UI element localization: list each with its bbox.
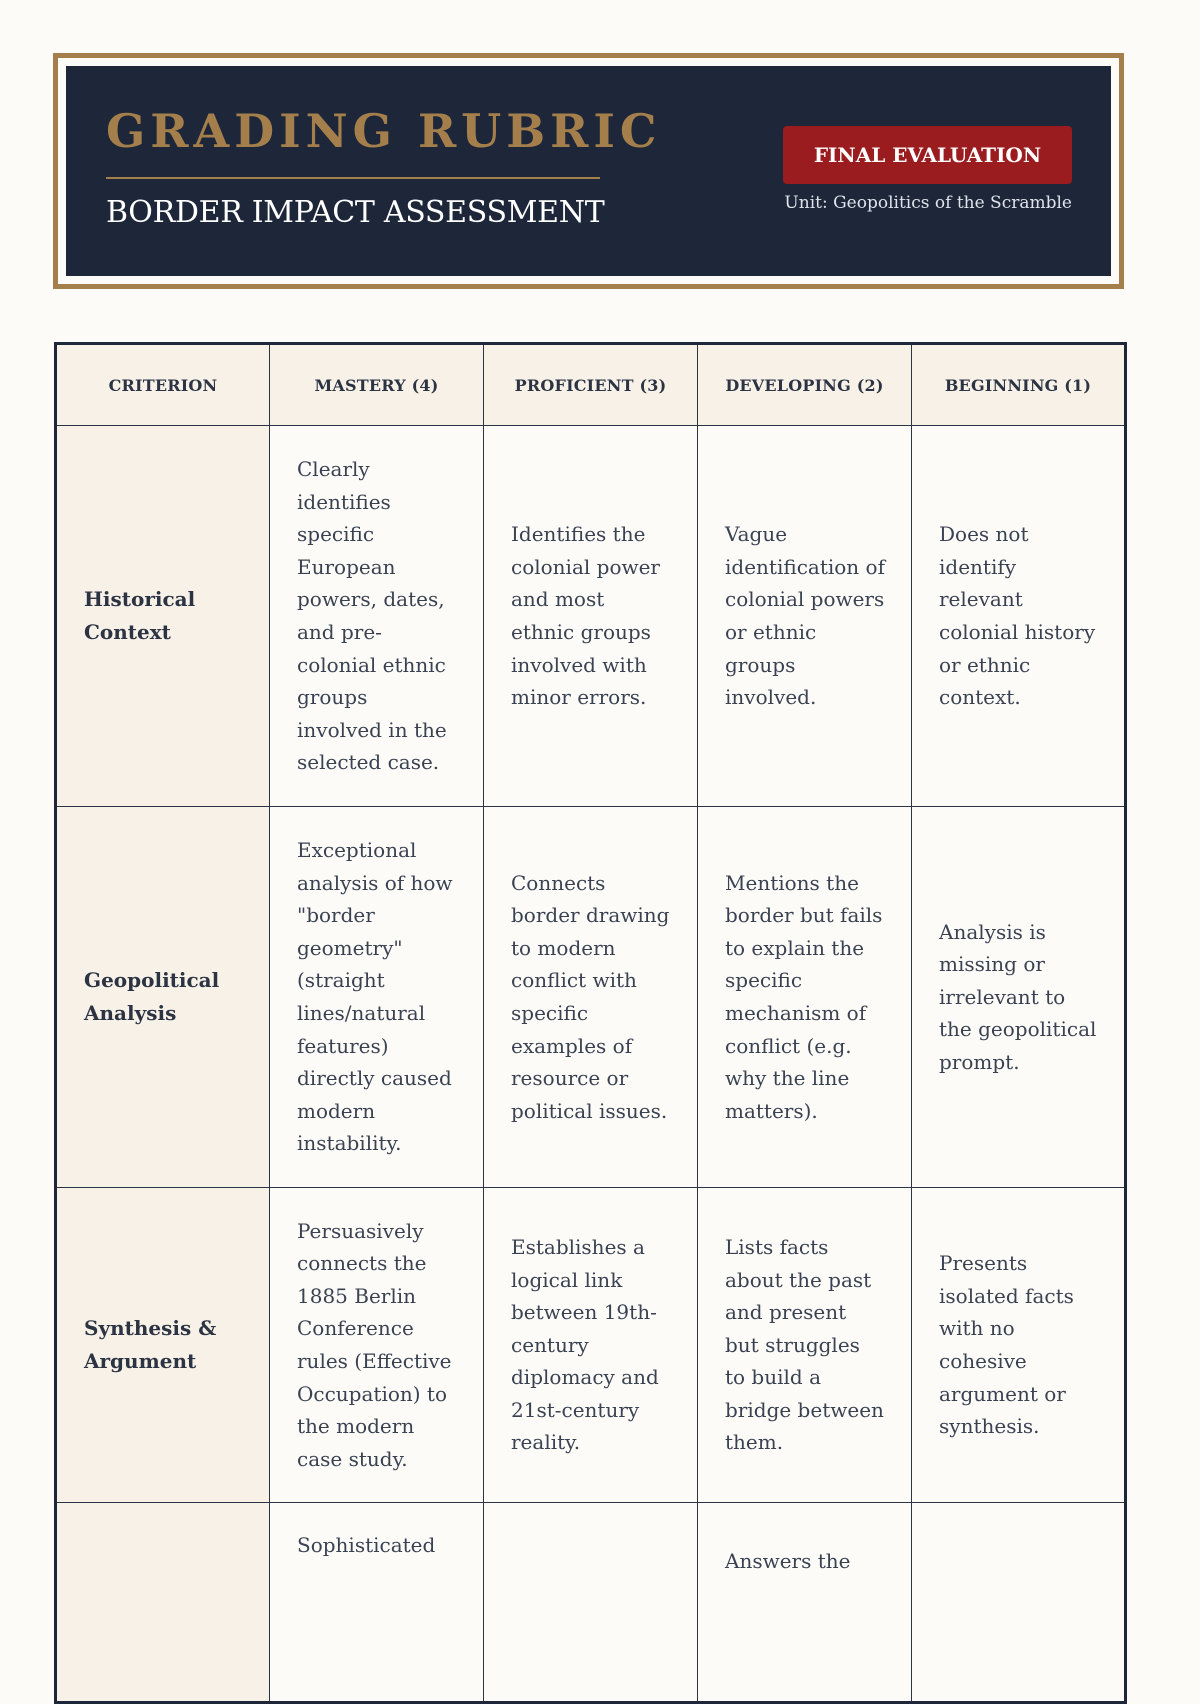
page-title: GRADING RUBRIC [106, 104, 662, 158]
title-divider [106, 177, 600, 179]
table-row [56, 1503, 1126, 1703]
rubric-table [54, 342, 1127, 1704]
table-row [56, 426, 1126, 807]
mastery-cell: Sophisticated [270, 1503, 484, 1703]
proficient-cell: Establishes a logical link between 19th-century diplomacy and 21st-century reality. [484, 1188, 698, 1503]
proficient-cell [484, 1503, 698, 1703]
column-header-developing: DEVELOPING (2) [698, 344, 912, 426]
criterion-cell: Historical Context [56, 426, 270, 807]
table-row [56, 1188, 1126, 1503]
mastery-cell: Clearly identifies specific European powers, dates, and pre-colonial ethnic groups involved in the selected case. [270, 426, 484, 807]
table-row [56, 807, 1126, 1188]
developing-cell: Answers the [698, 1503, 912, 1703]
criterion-cell: Geopolitical Analysis [56, 807, 270, 1188]
unit-label: Unit: Geopolitics of the Scramble [784, 193, 1072, 213]
header-frame [53, 53, 1124, 289]
header-panel [66, 66, 1111, 276]
criterion-cell: Synthesis & Argument [56, 1188, 270, 1503]
beginning-cell: Analysis is missing or irrelevant to the geopolitical prompt. [912, 807, 1126, 1188]
mastery-cell: Exceptional analysis of how "border geometry" (straight lines/natural features) directly caused modern instability. [270, 807, 484, 1188]
column-header-mastery: MASTERY (4) [270, 344, 484, 426]
beginning-cell: Presents isolated facts with no cohesive argument or synthesis. [912, 1188, 1126, 1503]
criterion-cell [56, 1503, 270, 1703]
column-header-proficient: PROFICIENT (3) [484, 344, 698, 426]
mastery-cell: Persuasively connects the 1885 Berlin Conference rules (Effective Occupation) to the modern case study. [270, 1188, 484, 1503]
column-header-criterion: CRITERION [56, 344, 270, 426]
final-evaluation-badge: FINAL EVALUATION [783, 126, 1072, 184]
beginning-cell: Does not identify relevant colonial history or ethnic context. [912, 426, 1126, 807]
developing-cell: Mentions the border but fails to explain the specific mechanism of conflict (e.g. why the line matters). [698, 807, 912, 1188]
beginning-cell [912, 1503, 1126, 1703]
proficient-cell: Identifies the colonial power and most ethnic groups involved with minor errors. [484, 426, 698, 807]
proficient-cell: Connects border drawing to modern conflict with specific examples of resource or political issues. [484, 807, 698, 1188]
page-subtitle: BORDER IMPACT ASSESSMENT [106, 195, 605, 230]
column-header-beginning: BEGINNING (1) [912, 344, 1126, 426]
table-header-row [56, 344, 1126, 426]
developing-cell: Lists facts about the past and present but struggles to build a bridge between them. [698, 1188, 912, 1503]
developing-cell: Vague identification of colonial powers or ethnic groups involved. [698, 426, 912, 807]
